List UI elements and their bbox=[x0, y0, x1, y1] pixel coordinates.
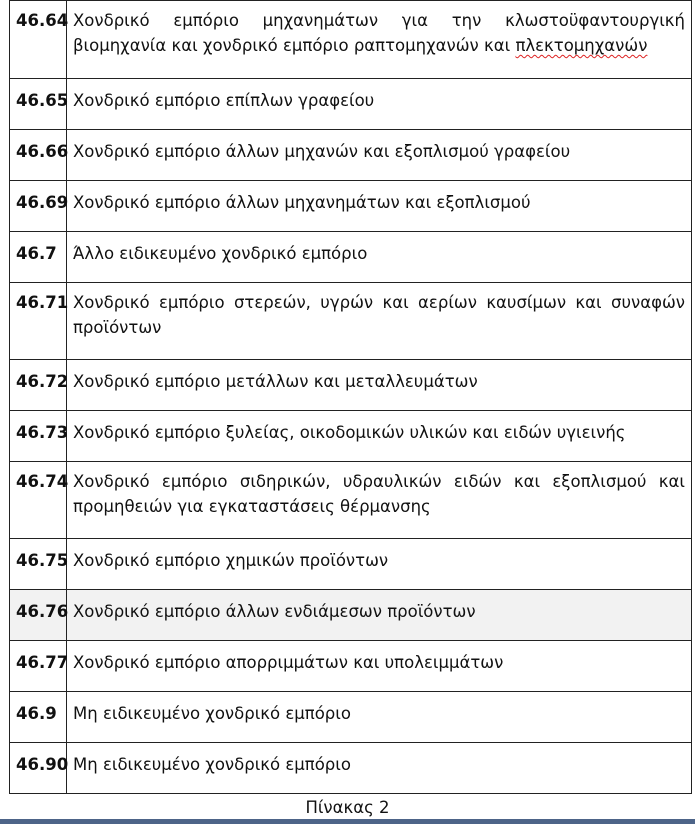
code-cell: 46.90 bbox=[10, 743, 67, 794]
code-cell: 46.72 bbox=[10, 360, 67, 411]
description-cell: Χονδρικό εμπόριο άλλων ενδιάμεσων προϊόντων bbox=[67, 590, 692, 641]
code-cell: 46.7 bbox=[10, 232, 67, 283]
table-row bbox=[10, 462, 692, 539]
description-cell: Χονδρικό εμπόριο άλλων μηχανών και εξοπλισμού γραφείου bbox=[67, 130, 692, 181]
code-cell: 46.74 bbox=[10, 462, 67, 539]
code-cell: 46.9 bbox=[10, 692, 67, 743]
code-cell: 46.76 bbox=[10, 590, 67, 641]
description-cell: Χονδρικό εμπόριο άλλων μηχανημάτων και εξοπλισμού bbox=[67, 181, 692, 232]
table-row bbox=[10, 283, 692, 360]
code-cell: 46.66 bbox=[10, 130, 67, 181]
code-cell: 46.64 bbox=[10, 1, 67, 79]
table-row bbox=[10, 641, 692, 692]
code-cell: 46.73 bbox=[10, 411, 67, 462]
code-cell: 46.75 bbox=[10, 539, 67, 590]
description-cell: Χονδρικό εμπόριο χημικών προϊόντων bbox=[67, 539, 692, 590]
table-row bbox=[10, 181, 692, 232]
table-row bbox=[10, 743, 692, 794]
code-cell: 46.65 bbox=[10, 79, 67, 130]
description-cell: Άλλο ειδικευμένο χονδρικό εμπόριο bbox=[67, 232, 692, 283]
table-caption: Πίνακας 2 bbox=[305, 798, 390, 817]
misspelled-word[interactable]: πλεκτομηχανών bbox=[515, 36, 648, 55]
table-row bbox=[10, 232, 692, 283]
description-cell: Χονδρικό εμπόριο στερεών, υγρών και αερίων καυσίμων και συναφών προϊόντων bbox=[67, 283, 692, 360]
table-row bbox=[10, 360, 692, 411]
code-cell: 46.69 bbox=[10, 181, 67, 232]
description-cell: Χονδρικό εμπόριο επίπλων γραφείου bbox=[67, 79, 692, 130]
table-row bbox=[10, 692, 692, 743]
table-row bbox=[10, 79, 692, 130]
table-row-highlighted bbox=[10, 590, 692, 641]
table-row bbox=[10, 1, 692, 79]
code-cell: 46.71 bbox=[10, 283, 67, 360]
description-cell: Μη ειδικευμένο χονδρικό εμπόριο bbox=[67, 743, 692, 794]
code-cell: 46.77 bbox=[10, 641, 67, 692]
table-row bbox=[10, 130, 692, 181]
table-row bbox=[10, 539, 692, 590]
description-cell bbox=[67, 1, 692, 79]
window-bottom-edge bbox=[0, 819, 695, 824]
description-cell: Χονδρικό εμπόριο απορριμμάτων και υπολειμμάτων bbox=[67, 641, 692, 692]
table-row bbox=[10, 411, 692, 462]
description-cell: Χονδρικό εμπόριο μετάλλων και μεταλλευμάτων bbox=[67, 360, 692, 411]
description-cell: Χονδρικό εμπόριο σιδηρικών, υδραυλικών ειδών και εξοπλισμού και προμηθειών για εγκαταστάσεις θέρμανσης bbox=[67, 462, 692, 539]
description-cell: Μη ειδικευμένο χονδρικό εμπόριο bbox=[67, 692, 692, 743]
description-cell: Χονδρικό εμπόριο ξυλείας, οικοδομικών υλικών και ειδών υγιεινής bbox=[67, 411, 692, 462]
nace-code-table bbox=[9, 0, 692, 794]
description-text: Χονδρικό εμπόριο μηχανημάτων για την κλωστοϋφαντουργική βιομηχανία και χονδρικό εμπόριο ραπτομηχανών και bbox=[73, 11, 685, 55]
